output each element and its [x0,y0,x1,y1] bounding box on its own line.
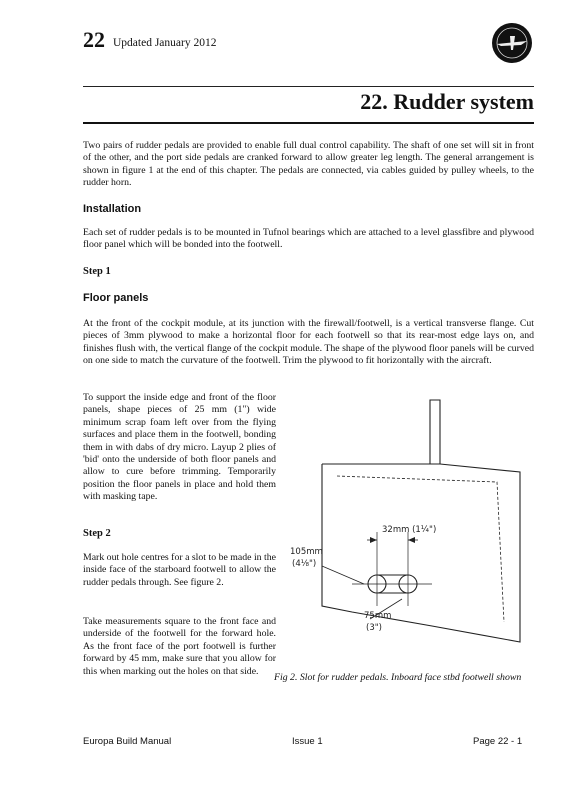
installation-heading: Installation [83,203,142,215]
dimension-75mm: 75mm [364,611,392,621]
europa-logo-icon [491,22,533,64]
dimension-75mm-inches: (3") [366,623,382,633]
step1-heading: Step 1 [83,266,111,277]
step2-paragraph-2: Take measurements square to the front face and underside of the footwell for the forward hole. As the front face of the port footwell is further forward by 45 mm, make sure that you allow for this when marking out the holes on that side. [83,616,276,677]
page-number: 22 [83,27,105,52]
step2-heading: Step 2 [83,528,111,539]
footer-issue: Issue 1 [292,736,323,747]
step2-paragraph-1: Mark out hole centres for a slot to be made in the inside face of the starboard footwell to allow the rudder pedals through. See figure 2. [83,552,276,588]
floor-panels-heading: Floor panels [83,292,149,304]
footer-manual-title: Europa Build Manual [83,736,172,747]
footwell-outline [322,464,520,642]
dimension-105mm: 105mm [290,547,323,557]
installation-paragraph: Each set of rudder pedals is to be mounted in Tufnol bearings which are attached to a level glassfibre and plywood floor panel which will be bonded into the footwell. [83,227,534,251]
updated-date: Updated January 2012 [113,37,217,49]
dimension-105mm-inches: (4⅛") [292,559,317,569]
step1-paragraph-2: To support the inside edge and front of the floor panels, shape pieces of 25 mm (1") wide minimum scrap foam left over from the flying surfaces and place them in the footwell, bonding them in with dabs of dry micro. Layup 2 plies of 'bid' onto the underside of both floor panels and allow to cure before trimming. Temporarily position the floor panels in place and hold them with masking tape. [83,392,276,503]
intro-paragraph: Two pairs of rudder pedals are provided to enable full dual control capability. The shaft of one set will sit in front of the other, and the port side pedals are cranked forward to allow greater leg length. The general arrangement is shown in figure 1 at the end of this chapter. The pedals are connected, via cables guided by pulley wheels, to the rudder horn. [83,140,534,189]
title-rule [83,122,534,124]
figure-2-drawing [282,394,537,666]
flange-outline [430,400,440,464]
dimension-32mm: 32mm (1¼") [382,525,437,535]
chapter-title: 22. Rudder system [360,89,534,114]
figure-2-caption: Fig 2. Slot for rudder pedals. Inboard face stbd footwell shown [274,672,522,683]
footer-page: Page 22 - 1 [473,736,523,747]
inner-boundary [337,476,504,622]
step1-paragraph-1: At the front of the cockpit module, at its junction with the firewall/footwell, is a vertical transverse flange. Cut pieces of 3mm plywood to make a horizontal floor for each footwell so that its rear-most edge lays on, and finishes flush with, the vertical flange of the cockpit module. The shape of the plywood floor panels will be curved on one side to match the curvature of the footwell. Trim the plywood to fit horizontally with the aircraft. [83,318,534,367]
